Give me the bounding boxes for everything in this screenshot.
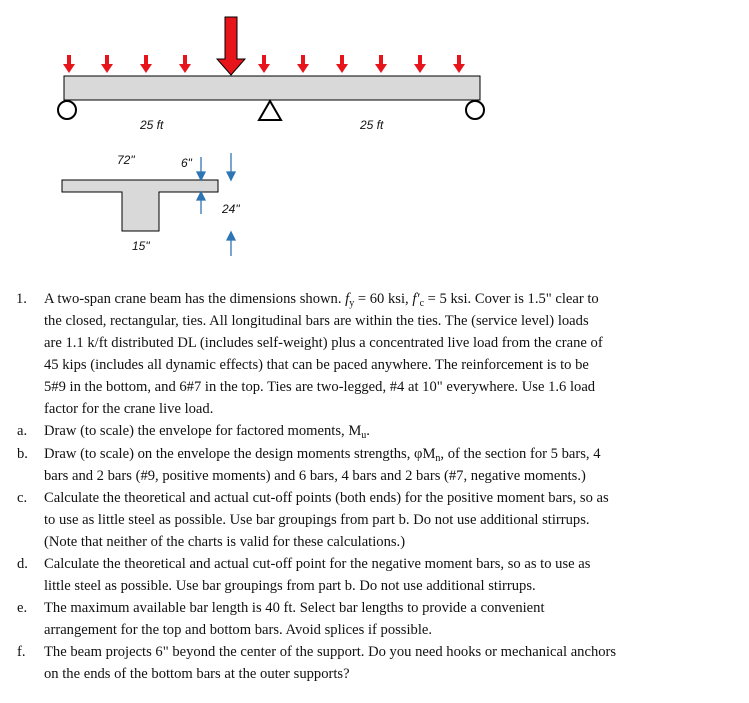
load-arrow: [375, 55, 387, 73]
flange-width-label: 72": [117, 153, 135, 167]
part-letter: b.: [17, 446, 28, 462]
t-section: [62, 180, 218, 231]
load-arrow: [140, 55, 152, 73]
load-arrow: [297, 55, 309, 73]
right-roller-support: [466, 101, 484, 119]
part-letter: d.: [17, 556, 28, 572]
part-letter: f.: [17, 644, 26, 660]
beam: [64, 76, 480, 100]
web-width-label: 15": [132, 239, 150, 253]
load-arrow: [414, 55, 426, 73]
flange-thickness-label: 6": [181, 156, 192, 170]
load-arrow: [453, 55, 465, 73]
load-arrow: [179, 55, 191, 73]
left-roller-support: [58, 101, 76, 119]
distributed-load-arrows: [63, 55, 465, 73]
concentrated-load-arrow: [217, 17, 245, 75]
span-left-label: 25 ft: [140, 118, 164, 132]
part-letter: c.: [17, 490, 28, 506]
load-arrow: [63, 55, 75, 73]
middle-pin-support: [259, 101, 281, 120]
part-letter: e.: [17, 600, 28, 616]
load-arrow: [258, 55, 270, 73]
span-right-label: 25 ft: [360, 118, 384, 132]
load-arrow: [336, 55, 348, 73]
problem-number: 1.: [16, 291, 27, 307]
part-letter: a.: [17, 423, 28, 439]
load-arrow: [101, 55, 113, 73]
beam-figure: [0, 0, 749, 270]
total-depth-label: 24": [222, 202, 240, 216]
problem-text: A two-span crane beam has the dimensions shown. $f_y = 60$ ksi, $f'_c = 5$ ksi. Cover is 1.5" clear to: [44, 291, 599, 309]
